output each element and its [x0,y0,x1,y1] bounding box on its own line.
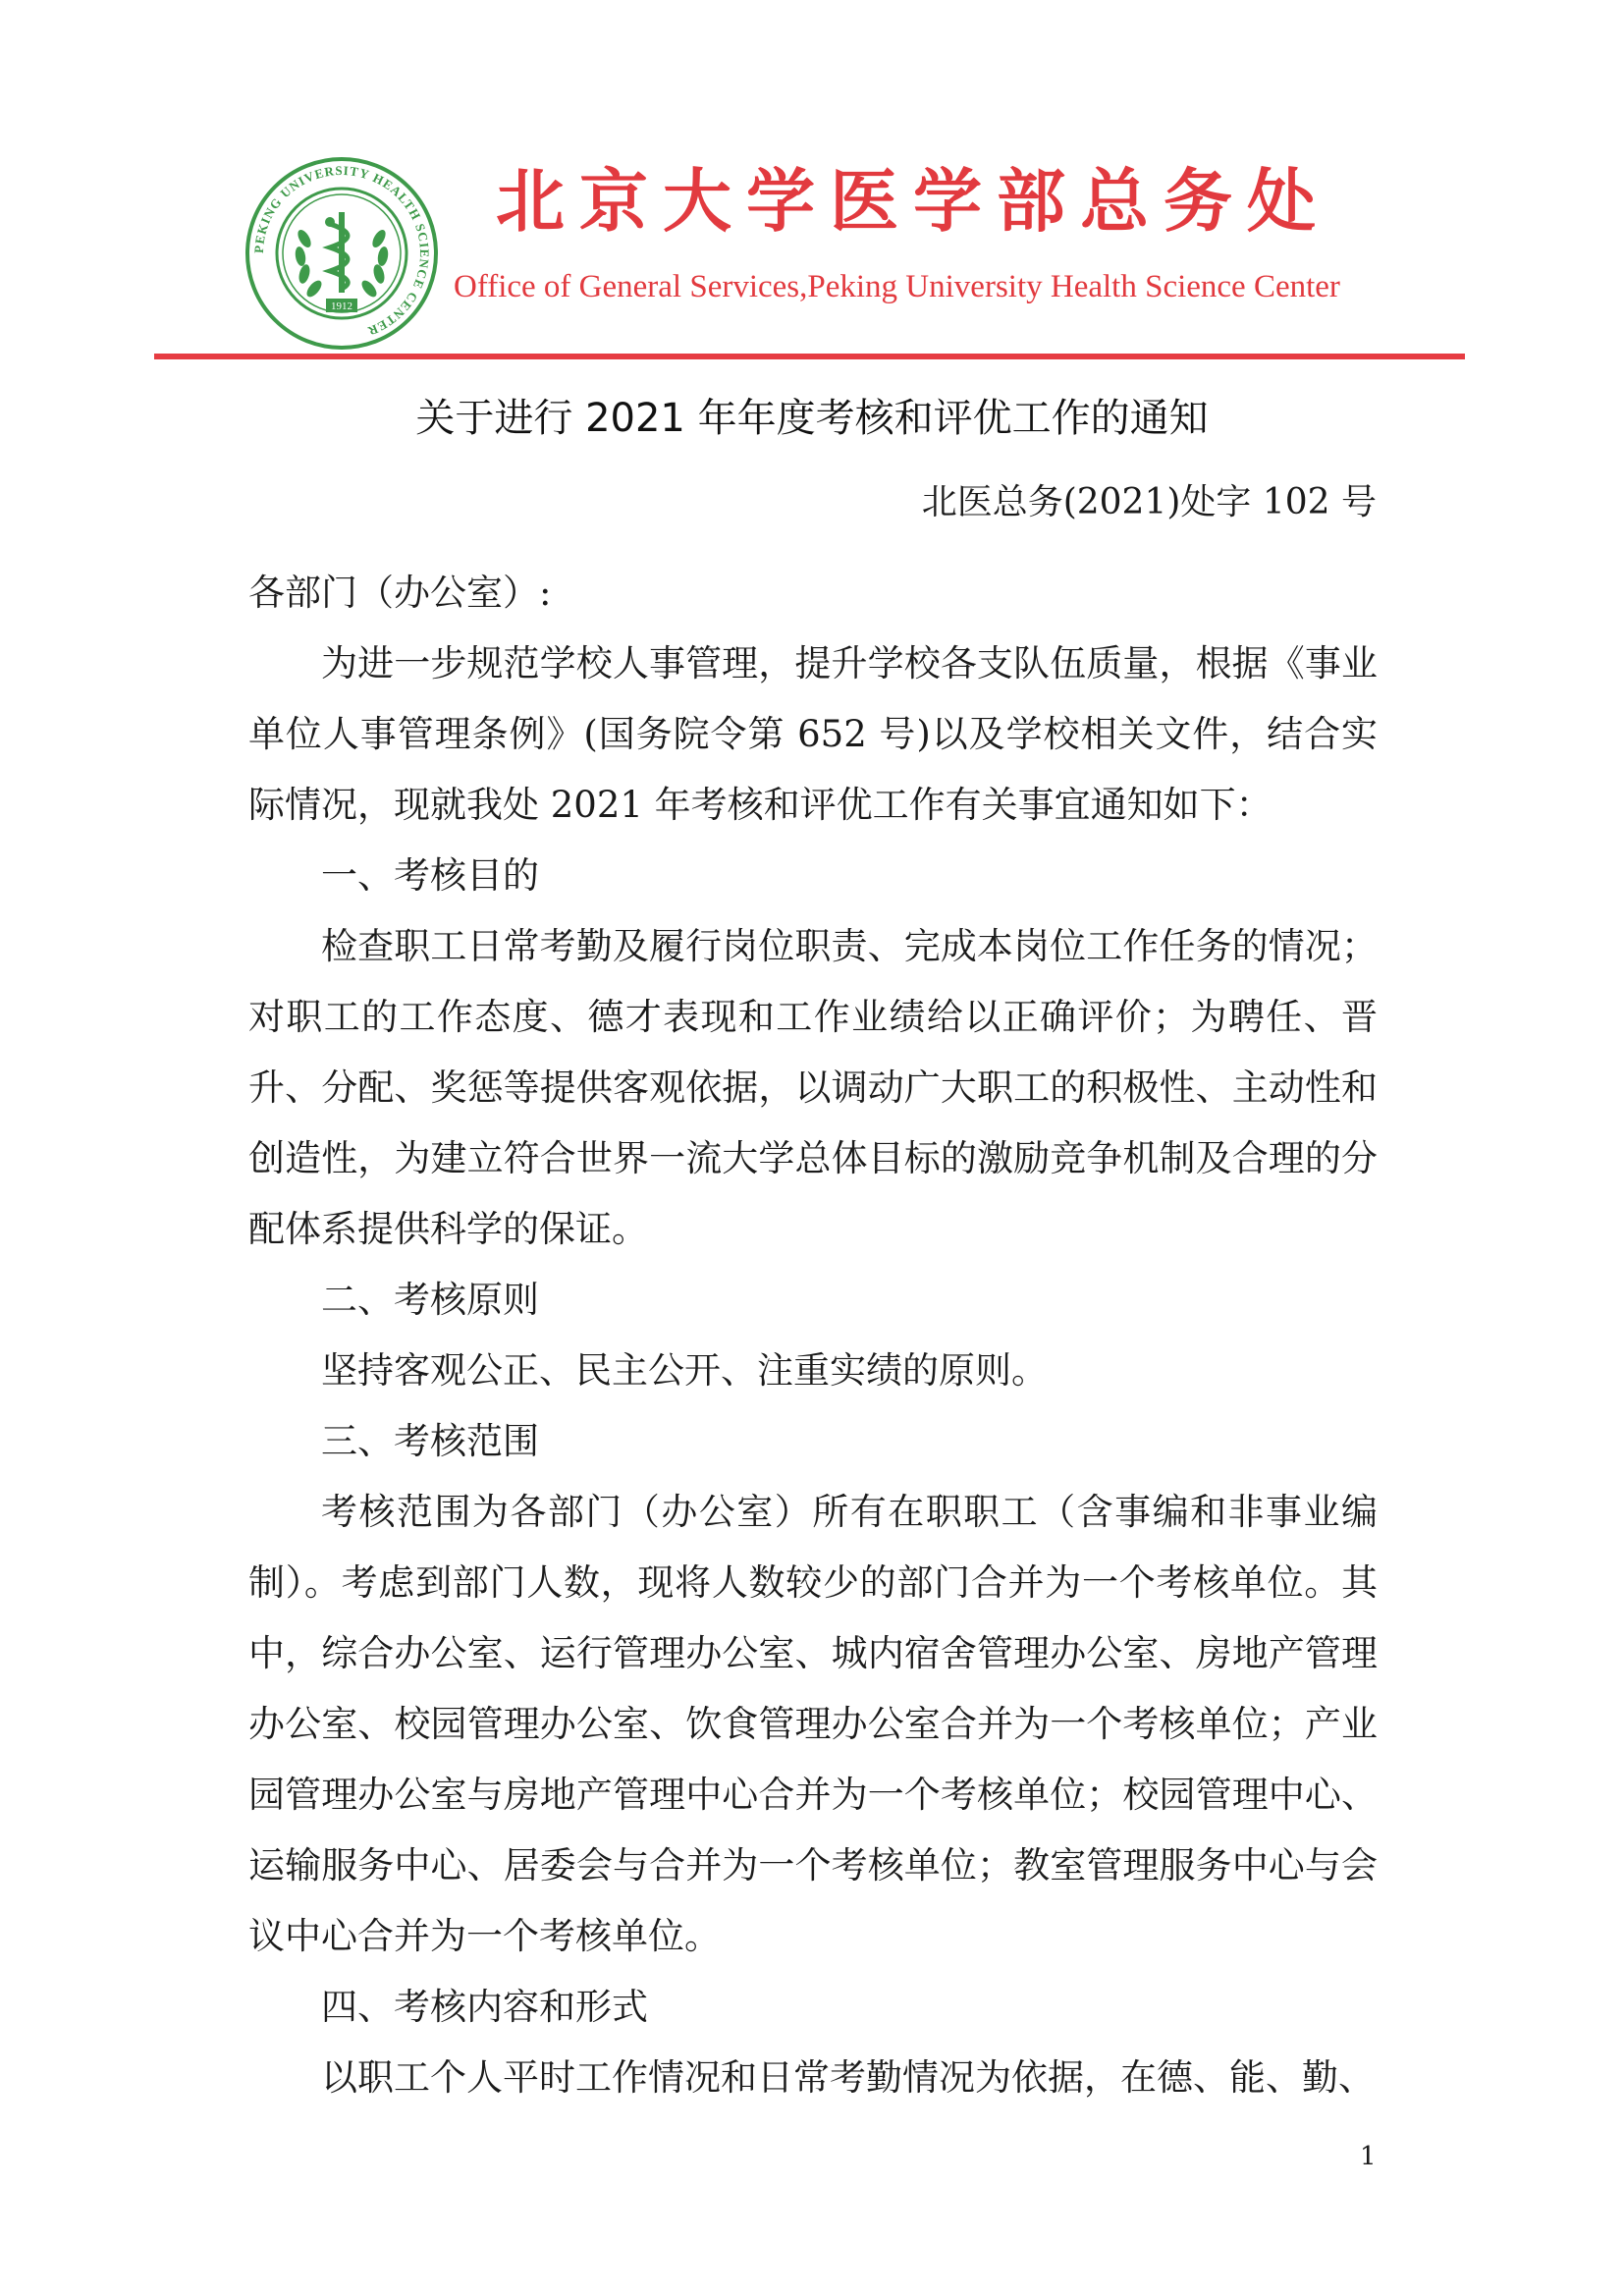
letterhead [0,0,1624,373]
organization-name-english: Office of General Services,Peking University Health Science Center [454,269,1340,304]
section-heading-content: 四、考核内容和形式 [321,1986,648,2028]
seal-year: 1912 [331,301,352,312]
paragraph-purpose: 检查职工日常考勤及履行岗位职责、完成本岗位工作任务的情况；对职工的工作态度、德才表现和工作业绩给以正确评价；为聘任、晋升、分配、奖惩等提供客观依据，以调动广大职工的积极性、主动性和创造性，为建立符合世界一流大学总体目标的激励竞争机制及合理的分配体系提供科学的保证。 [248,925,1378,1250]
peking-university-health-science-center-seal-icon [244,155,440,352]
section-heading-purpose: 一、考核目的 [321,854,539,897]
section-heading-scope: 三、考核范围 [321,1420,539,1462]
paragraph-intro: 为进一步规范学校人事管理，提升学校各支队伍质量，根据《事业单位人事管理条例》(国务院令第 652 号)以及学校相关文件，结合实际情况，现就我处 2021 年考核和评优工作有关事宜通知如下： [248,642,1378,826]
paragraph-scope: 考核范围为各部门（办公室）所有在职职工（含事编和非事业编制）。考虑到部门人数，现将人数较少的部门合并为一个考核单位。其中，综合办公室、运行管理办公室、城内宿舍管理办公室、房地产管理办公室、校园管理办公室、饮食管理办公室合并为一个考核单位；产业园管理办公室与房地产管理中心合并为一个考核单位；校园管理中心、运输服务中心、居委会与合并为一个考核单位；教室管理服务中心与会议中心合并为一个考核单位。 [248,1491,1378,1957]
document-body [248,558,1378,2113]
organization-name-chinese: 北京大学医学部总务处 [496,161,1330,242]
document-number: 北医总务(2021)处字 102 号 [921,482,1377,522]
seal-ring-text: PEKING UNIVERSITY HEALTH SCIENCE CENTER [250,162,433,340]
paragraph-principle: 坚持客观公正、民主公开、注重实绩的原则。 [321,1349,1048,1392]
paragraph-content: 以职工个人平时工作情况和日常考勤情况为依据，在德、能、勤、 [321,2056,1375,2099]
section-heading-principle: 二、考核原则 [321,1279,539,1321]
salutation: 各部门（办公室）: [248,572,552,614]
letterhead-divider [154,354,1465,359]
page-number: 1 [1360,2142,1377,2171]
document-title: 关于进行 2021 年年度考核和评优工作的通知 [415,396,1209,441]
